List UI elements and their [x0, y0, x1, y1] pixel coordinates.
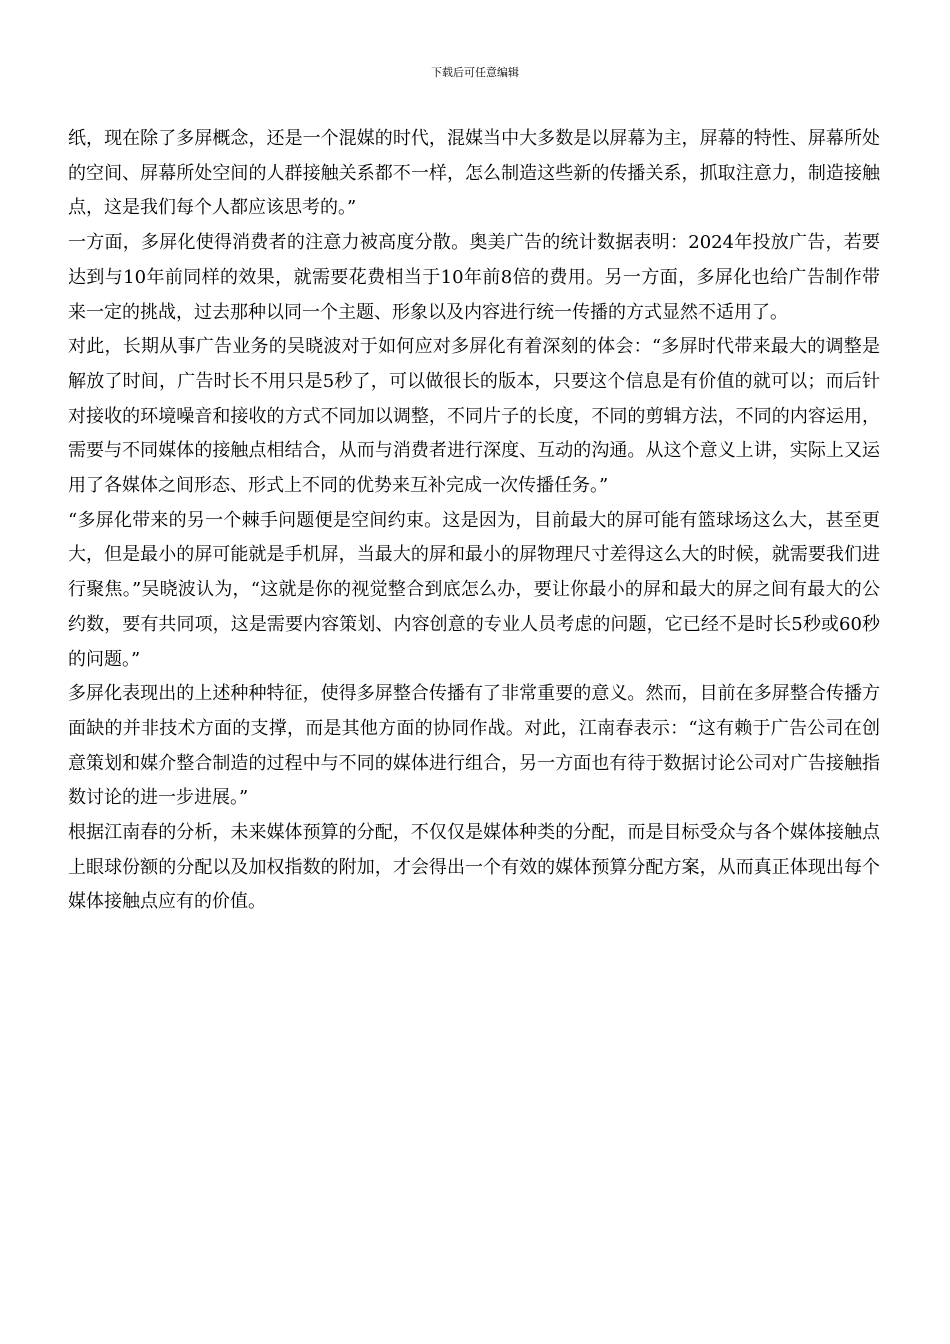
paragraph: 对此，长期从事广告业务的吴晓波对于如何应对多屏化有着深刻的体会：“多屏时代带来最大的调整是解放了时间，广告时长不用只是5秒了，可以做很长的版本，只要这个信息是有价值的就可以；而后针对接收的环境噪音和接收的方式不同加以调整，不同片子的长度，不同的剪辑方法，不同的内容运用，需要与不同媒体的接触点相结合，从而与消费者进行深度、互动的沟通。从这个意义上讲，实际上又运用了各媒体之间形态、形式上不同的优势来互补完成一次传播任务。”: [68, 336, 880, 497]
paragraph: “多屏化带来的另一个棘手问题便是空间约束。这是因为，目前最大的屏可能有篮球场这么大，甚至更大，但是最小的屏可能就是手机屏，当最大的屏和最小的屏物理尺寸差得这么大的时候，就需要我们进行聚焦。”吴晓波认为，“这就是你的视觉整合到底怎么办，要让你最小的屏和最大的屏之间有最大的公约数，要有共同项，这是需要内容策划、内容创意的专业人员考虑的问题，它已经不是时长5秒或60秒的问题。”: [68, 509, 880, 670]
document-body: [68, 122, 880, 920]
paragraph: 根据江南春的分析，未来媒体预算的分配，不仅仅是媒体种类的分配，而是目标受众与各个媒体接触点上眼球份额的分配以及加权指数的附加，才会得出一个有效的媒体预算分配方案，从而真正体现出每个媒体接触点应有的价值。: [68, 822, 880, 913]
page-header: 下载后可任意编辑: [431, 66, 519, 79]
paragraph: 一方面，多屏化使得消费者的注意力被高度分散。奥美广告的统计数据表明：2024年投放广告，若要达到与10年前同样的效果，就需要花费相当于10年前8倍的费用。另一方面，多屏化也给广告制作带来一定的挑战，过去那种以同一个主题、形象以及内容进行统一传播的方式显然不适用了。: [68, 232, 880, 323]
paragraph: 多屏化表现出的上述种种特征，使得多屏整合传播有了非常重要的意义。然而，目前在多屏整合传播方面缺的并非技术方面的支撑，而是其他方面的协同作战。对此，江南春表示：“这有赖于广告公司在创意策划和媒介整合制造的过程中与不同的媒体进行组合，另一方面也有待于数据讨论公司对广告接触指数讨论的进一步进展。”: [68, 683, 880, 809]
paragraph: 纸，现在除了多屏概念，还是一个混媒的时代，混媒当中大多数是以屏幕为主，屏幕的特性、屏幕所处的空间、屏幕所处空间的人群接触关系都不一样，怎么制造这些新的传播关系，抓取注意力，制造接触点，这是我们每个人都应该思考的。”: [68, 128, 880, 219]
